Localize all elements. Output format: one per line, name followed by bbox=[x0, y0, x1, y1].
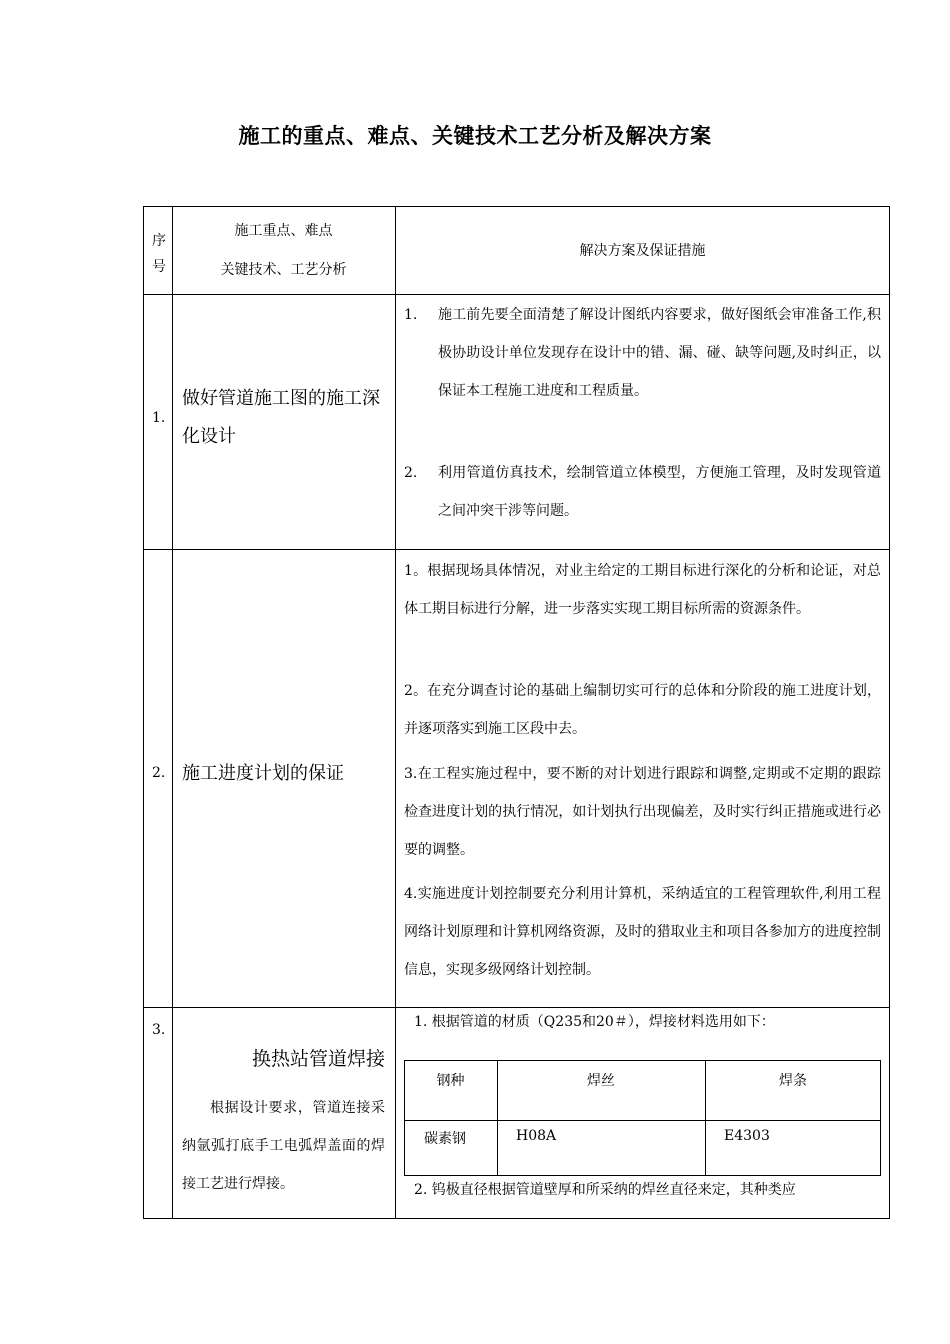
paragraph: 2。在充分调查讨论的基础上编制切实可行的总体和分阶段的施工进度计划，并逐项落实到施工区段中去。 bbox=[404, 683, 881, 737]
row-topic: 做好管道施工图的施工深化设计 bbox=[182, 388, 380, 447]
item-text: 施工前先要全面清楚了解设计图纸内容要求，做好图纸会审准备工作,积极协助设计单位发现存在设计中的错、漏、碰、缺等问题,及时纠正，以保证本工程施工进度和工程质量。 bbox=[438, 307, 881, 399]
paragraph: 1. 根据管道的材质（Q235和20＃），焊接材料选用如下： bbox=[414, 1014, 775, 1030]
item-text: 利用管道仿真技术，绘制管道立体模型，方便施工管理，及时发现管道之间冲突干涉等问题。 bbox=[438, 465, 881, 519]
weld-table-cell: 碳素钢 bbox=[424, 1131, 466, 1147]
list-item bbox=[404, 454, 881, 530]
row-divider bbox=[143, 294, 890, 295]
row-number: 1. bbox=[152, 410, 166, 426]
weld-table-header: 钢种 bbox=[436, 1073, 465, 1089]
row-divider bbox=[143, 549, 890, 550]
weld-table-cell: E4303 bbox=[724, 1128, 770, 1144]
weld-table-row-divider bbox=[404, 1120, 881, 1121]
row-topic: 换热站管道焊接 bbox=[251, 1048, 385, 1070]
header-topic-line2: 关键技术、工艺分析 bbox=[220, 262, 347, 278]
column-divider bbox=[172, 206, 173, 1219]
paragraph: 1。根据现场具体情况，对业主给定的工期目标进行深化的分析和论证，对总体工期目标进行分解，进一步落实实现工期目标所需的资源条件。 bbox=[404, 563, 881, 617]
row-description: 根据设计要求，管道连接采纳氩弧打底手工电弧焊盖面的焊接工艺进行焊接。 bbox=[182, 1100, 385, 1192]
header-topic-line1: 施工重点、难点 bbox=[234, 223, 333, 239]
row-number: 2. bbox=[152, 765, 166, 781]
header-solution: 解决方案及保证措施 bbox=[579, 243, 706, 259]
header-no: 序号 bbox=[152, 233, 166, 275]
weld-table-header: 焊条 bbox=[779, 1073, 807, 1089]
page-title: 施工的重点、难点、关键技术工艺分析及解决方案 bbox=[238, 124, 712, 148]
column-divider bbox=[395, 206, 396, 1219]
list-item bbox=[404, 296, 881, 448]
paragraph: 2. 钨极直径根据管道壁厚和所采纳的焊丝直径来定，其种类应 bbox=[414, 1182, 796, 1198]
item-number: 2. bbox=[404, 465, 418, 481]
item-number: 1. bbox=[404, 307, 418, 323]
weld-table-header: 焊丝 bbox=[587, 1073, 615, 1089]
row-number: 3. bbox=[152, 1022, 166, 1038]
paragraph: 3.在工程实施过程中，要不断的对计划进行跟踪和调整,定期或不定期的跟踪检查进度计划的执行情况，如计划执行出现偏差，及时实行纠正措施或进行必要的调整。 bbox=[404, 766, 881, 858]
weld-table-cell: H08A bbox=[516, 1128, 557, 1144]
row-topic: 施工进度计划的保证 bbox=[182, 763, 344, 784]
paragraph: 4.实施进度计划控制要充分利用计算机，采纳适宜的工程管理软件,利用工程网络计划原理和计算机网络资源，及时的猎取业主和项目各参加方的进度控制信息，实现多级网络计划控制。 bbox=[404, 886, 881, 978]
